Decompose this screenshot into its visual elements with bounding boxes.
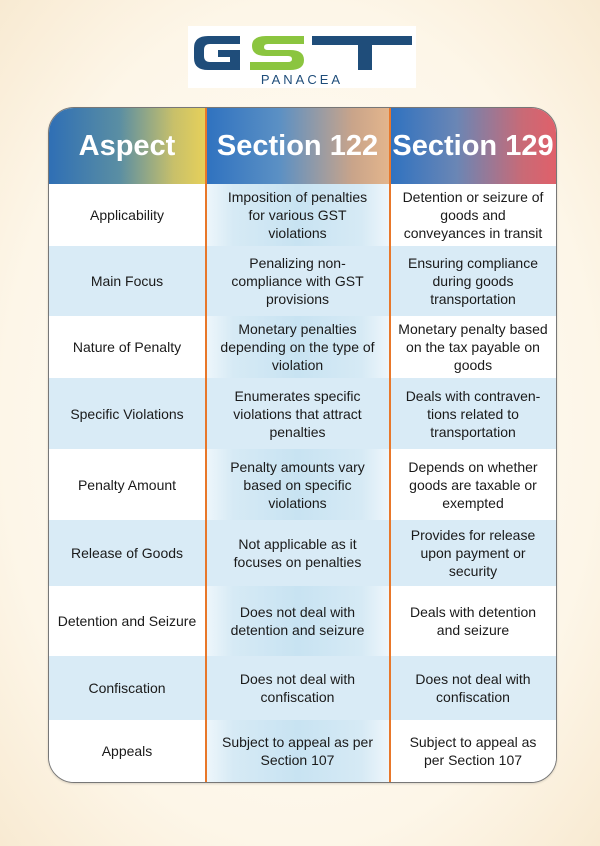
section-129-cell: Deals with contraven-tions related to transportation xyxy=(405,387,541,440)
section-129-cell: Subject to appeal as per Section 107 xyxy=(390,720,556,782)
header-section-129: Section 129 xyxy=(390,108,556,184)
gst-panacea-logo xyxy=(188,26,416,88)
table-row xyxy=(49,184,556,246)
section-129-cell: Deals with detention and seizure xyxy=(390,586,556,656)
aspect-cell: Release of Goods xyxy=(70,545,184,561)
section-129-cell: Detention or seizure of goods and conveyances in transit xyxy=(390,184,556,246)
table-row xyxy=(49,520,556,586)
section-122-cell: Subject to appeal as per Section 107 xyxy=(222,734,373,768)
section-129-cell: Does not deal with confiscation xyxy=(415,671,531,705)
logo-subtitle: PANACEA xyxy=(260,72,344,87)
section-122-cell: Penalty amounts vary based on specific violations xyxy=(230,458,365,511)
section-129-cell: Ensuring compliance during goods transportation xyxy=(408,255,538,307)
aspect-cell: Specific Violations xyxy=(70,405,184,422)
header-section-122: Section 122 xyxy=(206,108,389,184)
section-129-cell: Depends on whether goods are taxable or exempted xyxy=(390,449,556,520)
section-122-cell: Does not deal with detention and seizure xyxy=(230,604,365,638)
table-row xyxy=(49,449,556,520)
aspect-cell: Appeals xyxy=(49,720,205,782)
header-aspect: Aspect xyxy=(49,108,205,184)
comparison-table xyxy=(48,107,557,783)
logo-graphic xyxy=(188,26,416,88)
aspect-cell: Nature of Penalty xyxy=(49,316,205,378)
table-row xyxy=(49,316,556,378)
section-122-cell: Enumerates specific violations that attract penalties xyxy=(233,387,362,440)
aspect-cell: Applicability xyxy=(49,184,205,246)
aspect-cell: Confiscation xyxy=(88,680,166,696)
column-divider xyxy=(205,108,207,782)
aspect-cell: Penalty Amount xyxy=(49,449,205,520)
table-row xyxy=(49,586,556,656)
aspect-cell: Detention and Seizure xyxy=(49,586,205,656)
table-row xyxy=(49,246,556,316)
table-row xyxy=(49,656,556,720)
section-122-cell: Imposition of penalties for various GST violations xyxy=(227,189,368,241)
section-122-cell: Penalizing non-compliance with GST provisions xyxy=(231,255,364,307)
aspect-cell: Main Focus xyxy=(90,273,164,289)
section-129-cell: Monetary penalty based on the tax payable on goods xyxy=(390,316,556,378)
table-row xyxy=(49,378,556,449)
section-122-cell: Monetary penalties depending on the type of violation xyxy=(220,321,375,373)
section-122-cell: Does not deal with confiscation xyxy=(239,671,356,705)
section-122-cell: Not applicable as it focuses on penalties xyxy=(233,536,362,570)
table-row xyxy=(49,720,556,782)
section-129-cell: Provides for release upon payment or security xyxy=(410,527,536,579)
column-divider xyxy=(389,108,391,782)
